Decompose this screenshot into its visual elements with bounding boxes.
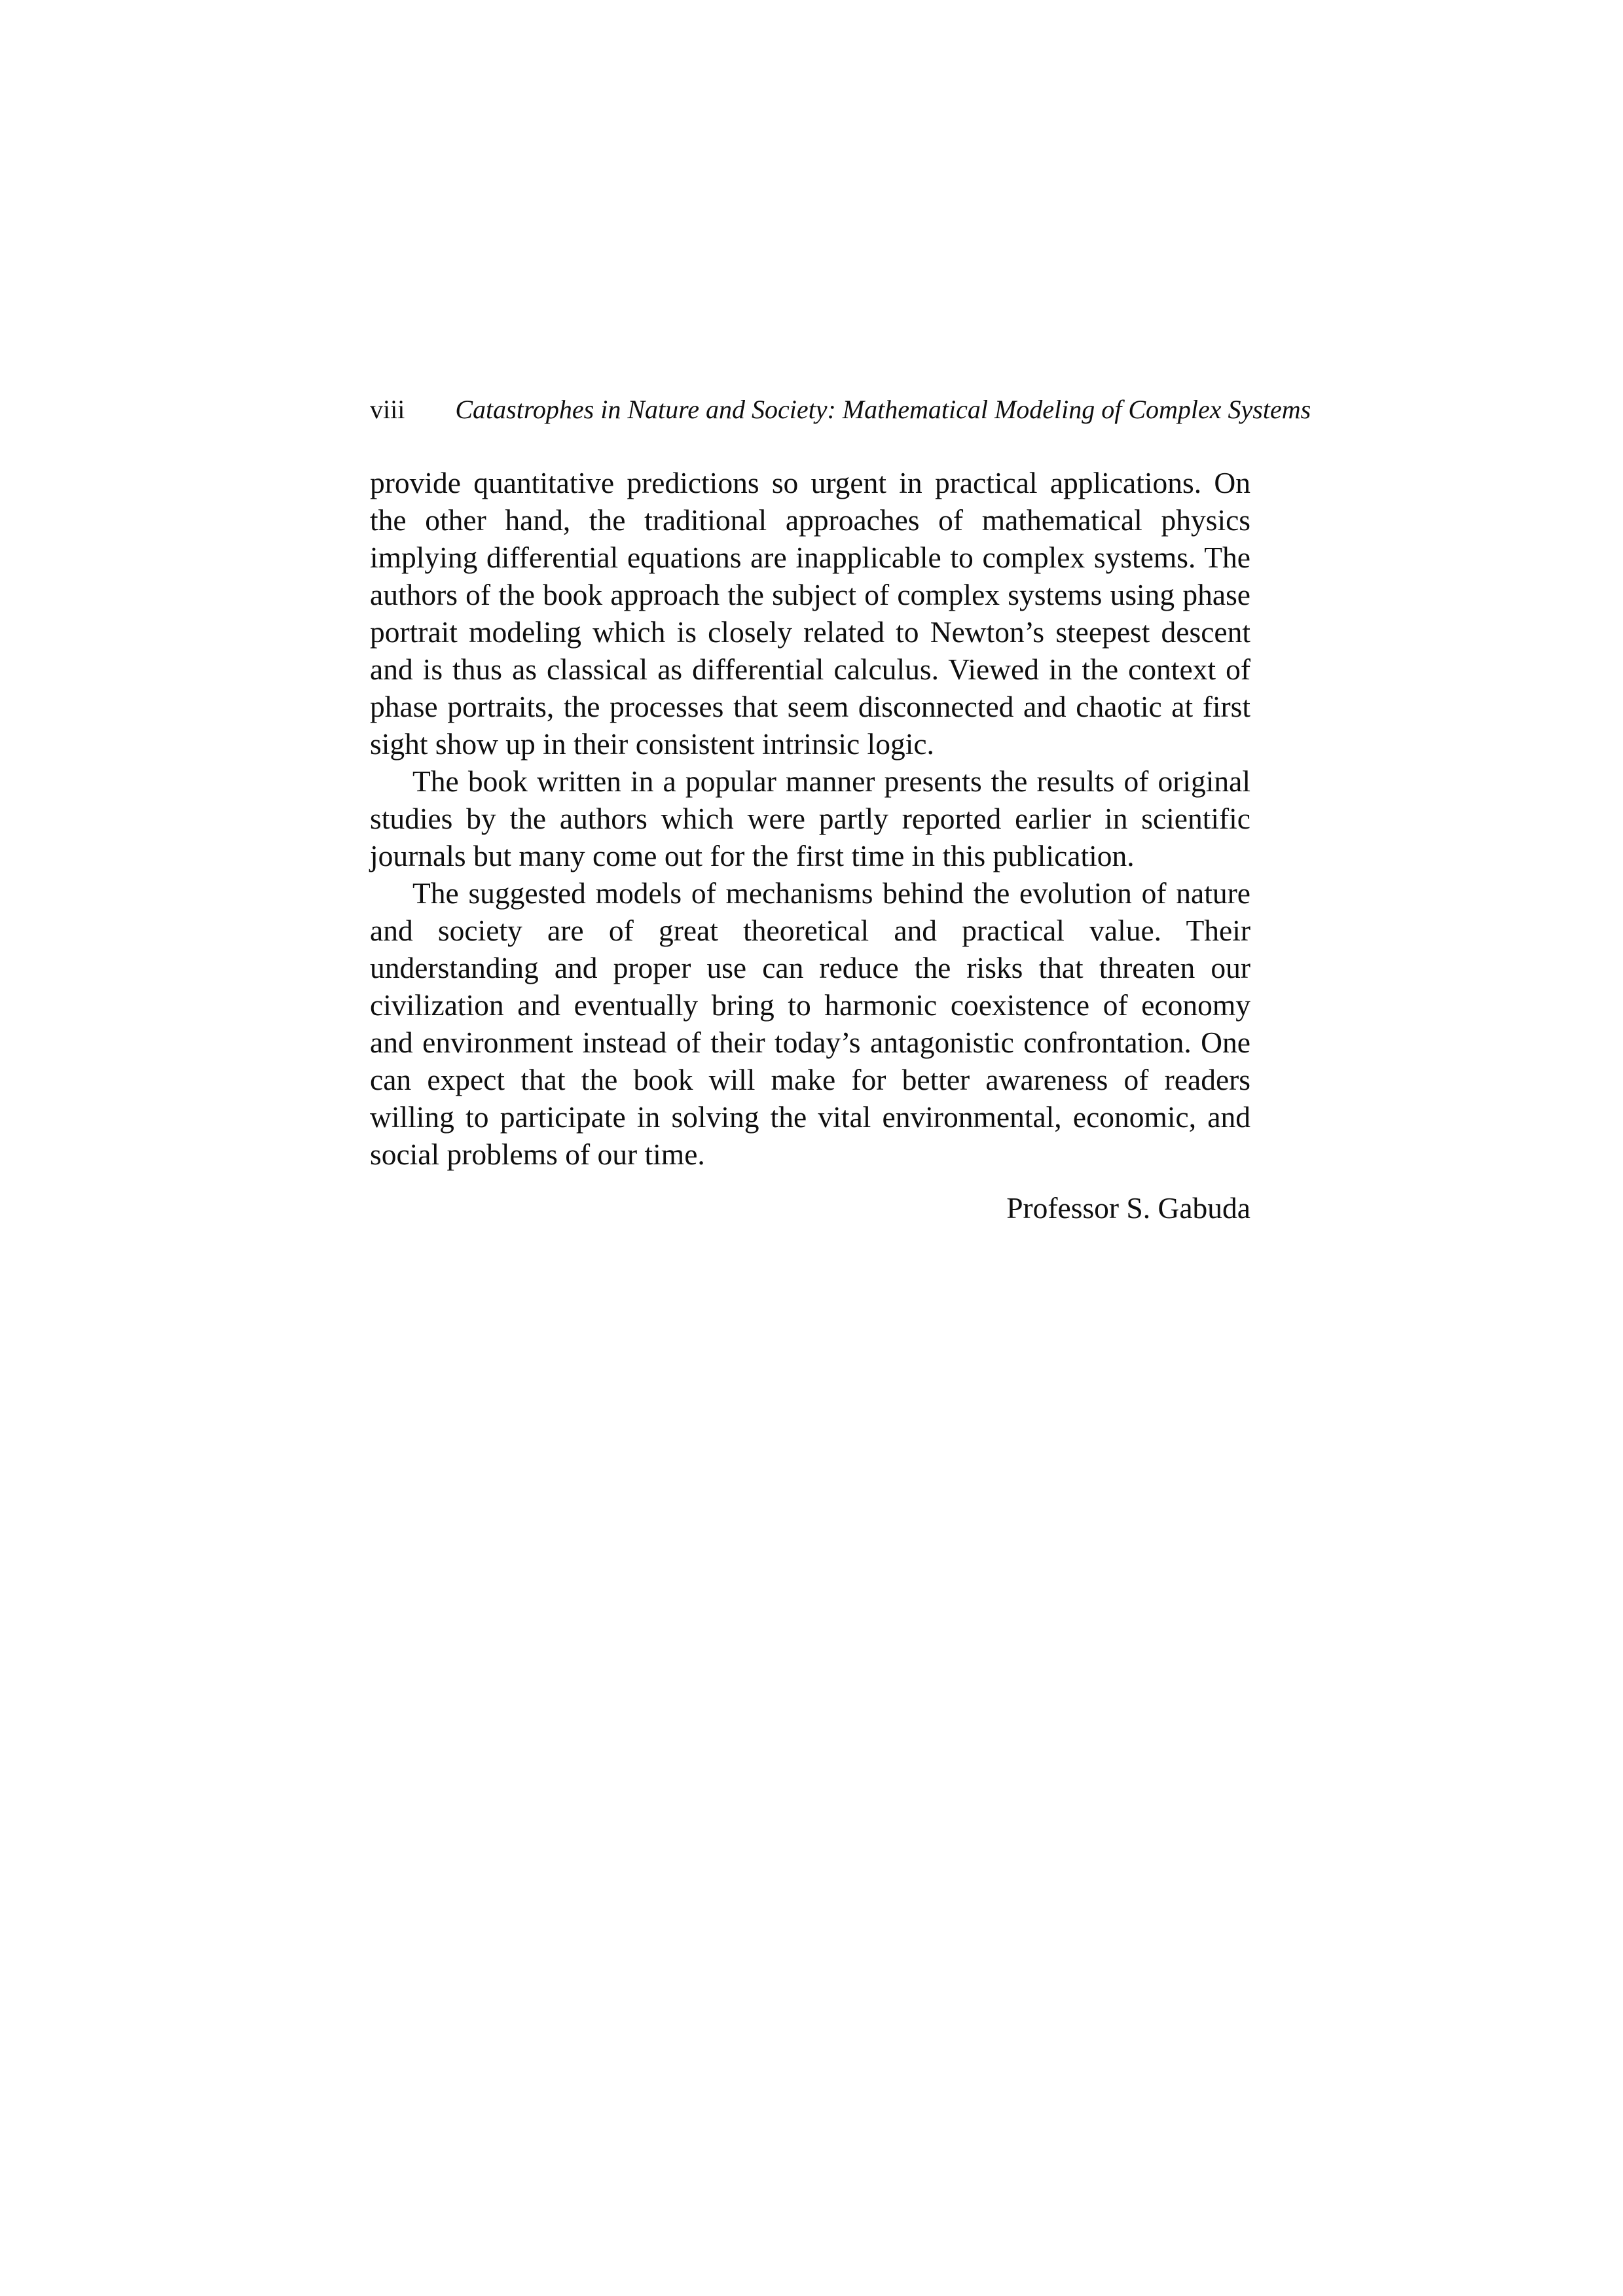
running-title: Catastrophes in Nature and Society: Mathematical Modeling of Complex Systems [455, 395, 1311, 424]
text-line: understanding and proper use can reduce the risks that threaten our [370, 951, 1250, 984]
text-line: and environment instead of their today’s antagonistic confrontation. One [370, 1026, 1250, 1059]
text-line: journals but many come out for the first time in this publication. [370, 839, 1135, 872]
text-line: The book written in a popular manner presents the results of original [412, 764, 1250, 798]
text-line: sight show up in their consistent intrinsic logic. [370, 727, 934, 761]
text-line: the other hand, the traditional approaches of mathematical physics [370, 503, 1250, 537]
paragraph [370, 762, 1250, 874]
text-line: and is thus as classical as differential calculus. Viewed in the context of [370, 653, 1250, 686]
text-line: civilization and eventually bring to harmonic coexistence of economy [370, 988, 1250, 1022]
paragraph [370, 464, 1250, 762]
paragraph [370, 874, 1250, 1173]
text-line: can expect that the book will make for better awareness of readers [370, 1063, 1250, 1096]
body-text [370, 464, 1250, 1227]
text-line: and society are of great theoretical and practical value. Their [370, 914, 1250, 947]
text-line: provide quantitative predictions so urgent in practical applications. On [370, 466, 1250, 499]
signature: Professor S. Gabuda [1006, 1191, 1250, 1225]
text-line: social problems of our time. [370, 1138, 705, 1171]
page-number: viii [370, 395, 405, 424]
text-line: authors of the book approach the subject of complex systems using phase [370, 578, 1250, 611]
running-header [370, 394, 1311, 425]
text-line: phase portraits, the processes that seem disconnected and chaotic at first [370, 690, 1250, 723]
text-line: portrait modeling which is closely related to Newton’s steepest descent [370, 615, 1250, 649]
text-line: willing to participate in solving the vital environmental, economic, and [370, 1100, 1250, 1134]
text-line: The suggested models of mechanisms behind the evolution of nature [412, 876, 1250, 910]
text-line: studies by the authors which were partly reported earlier in scientific [370, 802, 1250, 835]
text-line: implying differential equations are inapplicable to complex systems. The [370, 541, 1250, 574]
